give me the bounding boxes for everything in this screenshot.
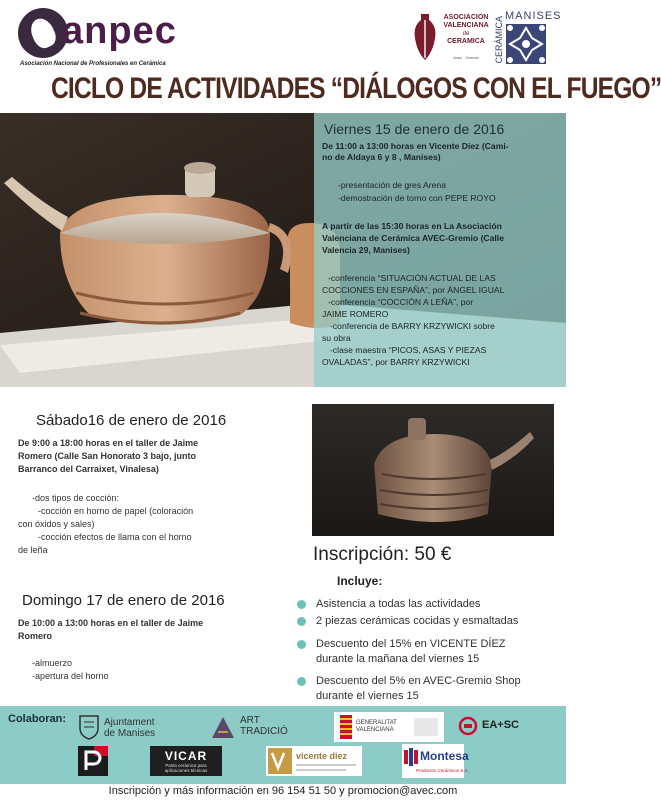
divider: [296, 764, 356, 766]
saturday-heading: Sábado16 de enero de 2016: [36, 412, 227, 429]
sunday-heading: Domingo 17 de enero de 2016: [22, 592, 225, 609]
sunday-time: De 10:00 a 13:00 horas en el taller de Jaime: [18, 618, 204, 628]
anpec-logo: [18, 8, 218, 70]
anpec-emblem-icon: [18, 8, 68, 58]
art-tradicio-text: ART: [240, 715, 260, 726]
generalitat-flag-icon: [340, 715, 352, 739]
friday-panel: [314, 113, 566, 387]
friday-item: -clase maestra “PICOS, ASAS Y PIEZAS: [330, 345, 487, 355]
saturday-item: -cocción en horno de papel (coloración: [38, 506, 194, 516]
art-tradicio-logo: [210, 714, 292, 740]
ajuntament-text: de Manises: [104, 728, 156, 739]
include-item: durante la mañana del viernes 15: [316, 653, 480, 665]
friday-item: -conferencia “SITUACIÓN ACTUAL DE LAS: [328, 273, 496, 283]
bullet-icon: [297, 677, 306, 686]
saturday-item: con óxidos y sales): [18, 519, 95, 529]
saturday-time: Barranco del Carraixet, Vinalesa): [18, 464, 159, 474]
ea-sc-emblem-icon: [458, 716, 478, 736]
montesa-sub: Productos Cerámicos S.A.: [416, 768, 469, 773]
friday-item: su obra: [322, 333, 351, 343]
p-logo-icon: [78, 746, 108, 776]
manises-vertical-text: CERÁMICA: [494, 16, 504, 64]
sunday-item: -apertura del horno: [32, 671, 109, 681]
friday-time-1: De 11:00 a 13:00 horas en Vicente Diez (Cami-: [322, 141, 509, 151]
montesa-text: Montesa: [420, 749, 469, 763]
vicar-logo: [150, 746, 222, 776]
ea-sc-logo: [456, 712, 534, 742]
generalitat-text: GENERALITAT: [356, 720, 397, 726]
saturday-item: de leña: [18, 545, 48, 555]
vicar-sub: aplicaciones técnicas: [164, 768, 208, 773]
sunday-item: -almuerzo: [32, 658, 73, 668]
manises-tile-icon: [210, 714, 236, 740]
ajuntament-logo: [78, 712, 168, 742]
coat-of-arms-icon: [78, 714, 100, 740]
saturday-item: -cocción efectos de llama con el horno: [38, 532, 192, 542]
friday-time-1: no de Aldaya 6 y 8 , Manises): [322, 152, 441, 162]
include-item: 2 piezas cerámicas cocidas y esmaltadas: [316, 615, 519, 627]
friday-time-2: Valenciana de Cerámica AVEC-Gremio (Calle: [322, 233, 504, 243]
bullet-icon: [297, 600, 306, 609]
avec-line: VALENCIANA: [443, 22, 489, 29]
sunday-time: Romero: [18, 631, 53, 641]
include-item: durante el viernes 15: [316, 690, 419, 702]
p-logo: [78, 746, 108, 776]
include-item: Descuento del 5% en AVEC-Gremio Shop: [316, 675, 521, 687]
saturday-time: Romero (Calle San Honorato 3 bajo, junto: [18, 451, 197, 461]
friday-time-2: A partir de las 15:30 horas en La Asociación: [322, 221, 502, 231]
bullet-icon: [297, 640, 306, 649]
manises-word: MANISES: [505, 10, 562, 22]
anpec-subtitle: Asociación Nacional de Profesionales en Cerámica: [20, 61, 166, 67]
avec-logo: [412, 10, 562, 66]
friday-item: -presentación de gres Arena: [338, 180, 446, 190]
registration-title: Inscripción: 50 €: [313, 544, 452, 565]
friday-time-2: Valencia 29, Manises): [322, 245, 410, 255]
divider: [296, 769, 346, 771]
generalitat-logo: [334, 712, 444, 742]
include-item: Descuento del 15% en VICENTE DÍEZ: [316, 638, 506, 650]
friday-item: -demostración de torno con PEPE ROYO: [338, 193, 496, 203]
saturday-item: -dos tipos de cocción:: [32, 493, 120, 503]
institution-badge-icon: [414, 718, 438, 736]
friday-item: COCCIONES EN ESPAÑA”, por ÁNGEL IGUAL: [322, 285, 505, 295]
avec-line: ASOCIACION: [443, 14, 489, 21]
art-tradicio-text: TRADICIÓ: [240, 726, 288, 737]
generalitat-text: VALENCIANA: [356, 727, 394, 733]
friday-item: JAIME ROMERO: [322, 309, 389, 319]
include-item: Asistencia a todas las actividades: [316, 598, 481, 610]
ajuntament-text: Ajuntament: [104, 717, 155, 728]
ea-sc-text: EA+SC: [482, 719, 519, 731]
friday-item: -conferencia de BARRY KRZYWICKI sobre: [330, 321, 495, 331]
vicar-text: VICAR: [164, 749, 208, 763]
vase-icon: [412, 12, 438, 62]
bullet-icon: [297, 617, 306, 626]
friday-item: -conferencia “COCCIÓN A LEÑA”, por: [328, 297, 474, 307]
anpec-wordmark: anpec: [62, 10, 177, 52]
vicar-sub: Pasta cerámica para: [165, 763, 207, 768]
vicente-diez-text: vicente diez: [296, 751, 348, 761]
teapot-photo-2: [312, 404, 554, 536]
saturday-time: De 9:00 a 18:00 horas en el taller de Jaime: [18, 438, 199, 448]
avec-line: CERAMICA: [447, 38, 485, 45]
vd-emblem-icon: [268, 748, 292, 774]
teapot-illustration-2: [312, 404, 554, 536]
includes-label: Incluye:: [337, 574, 383, 588]
vicente-diez-logo: [266, 746, 362, 776]
manises-tile-icon: [506, 24, 546, 64]
montesa-emblem-icon: [404, 748, 418, 766]
montesa-logo: [402, 744, 469, 778]
avec-tagline: Avec - Gremio: [453, 55, 479, 60]
friday-heading: Viernes 15 de enero de 2016: [324, 121, 505, 137]
avec-line: de: [462, 31, 470, 37]
event-title: CICLO DE ACTIVIDADES “DIÁLOGOS CON EL FUEGO”: [50, 72, 661, 105]
footer-contact: Inscripción y más información en 96 154 51 50 y promocion@avec.com: [108, 785, 458, 797]
sponsors-label: Colaboran:: [8, 713, 67, 725]
friday-item: OVALADAS”, por BARRY KRZYWICKI: [322, 357, 470, 367]
